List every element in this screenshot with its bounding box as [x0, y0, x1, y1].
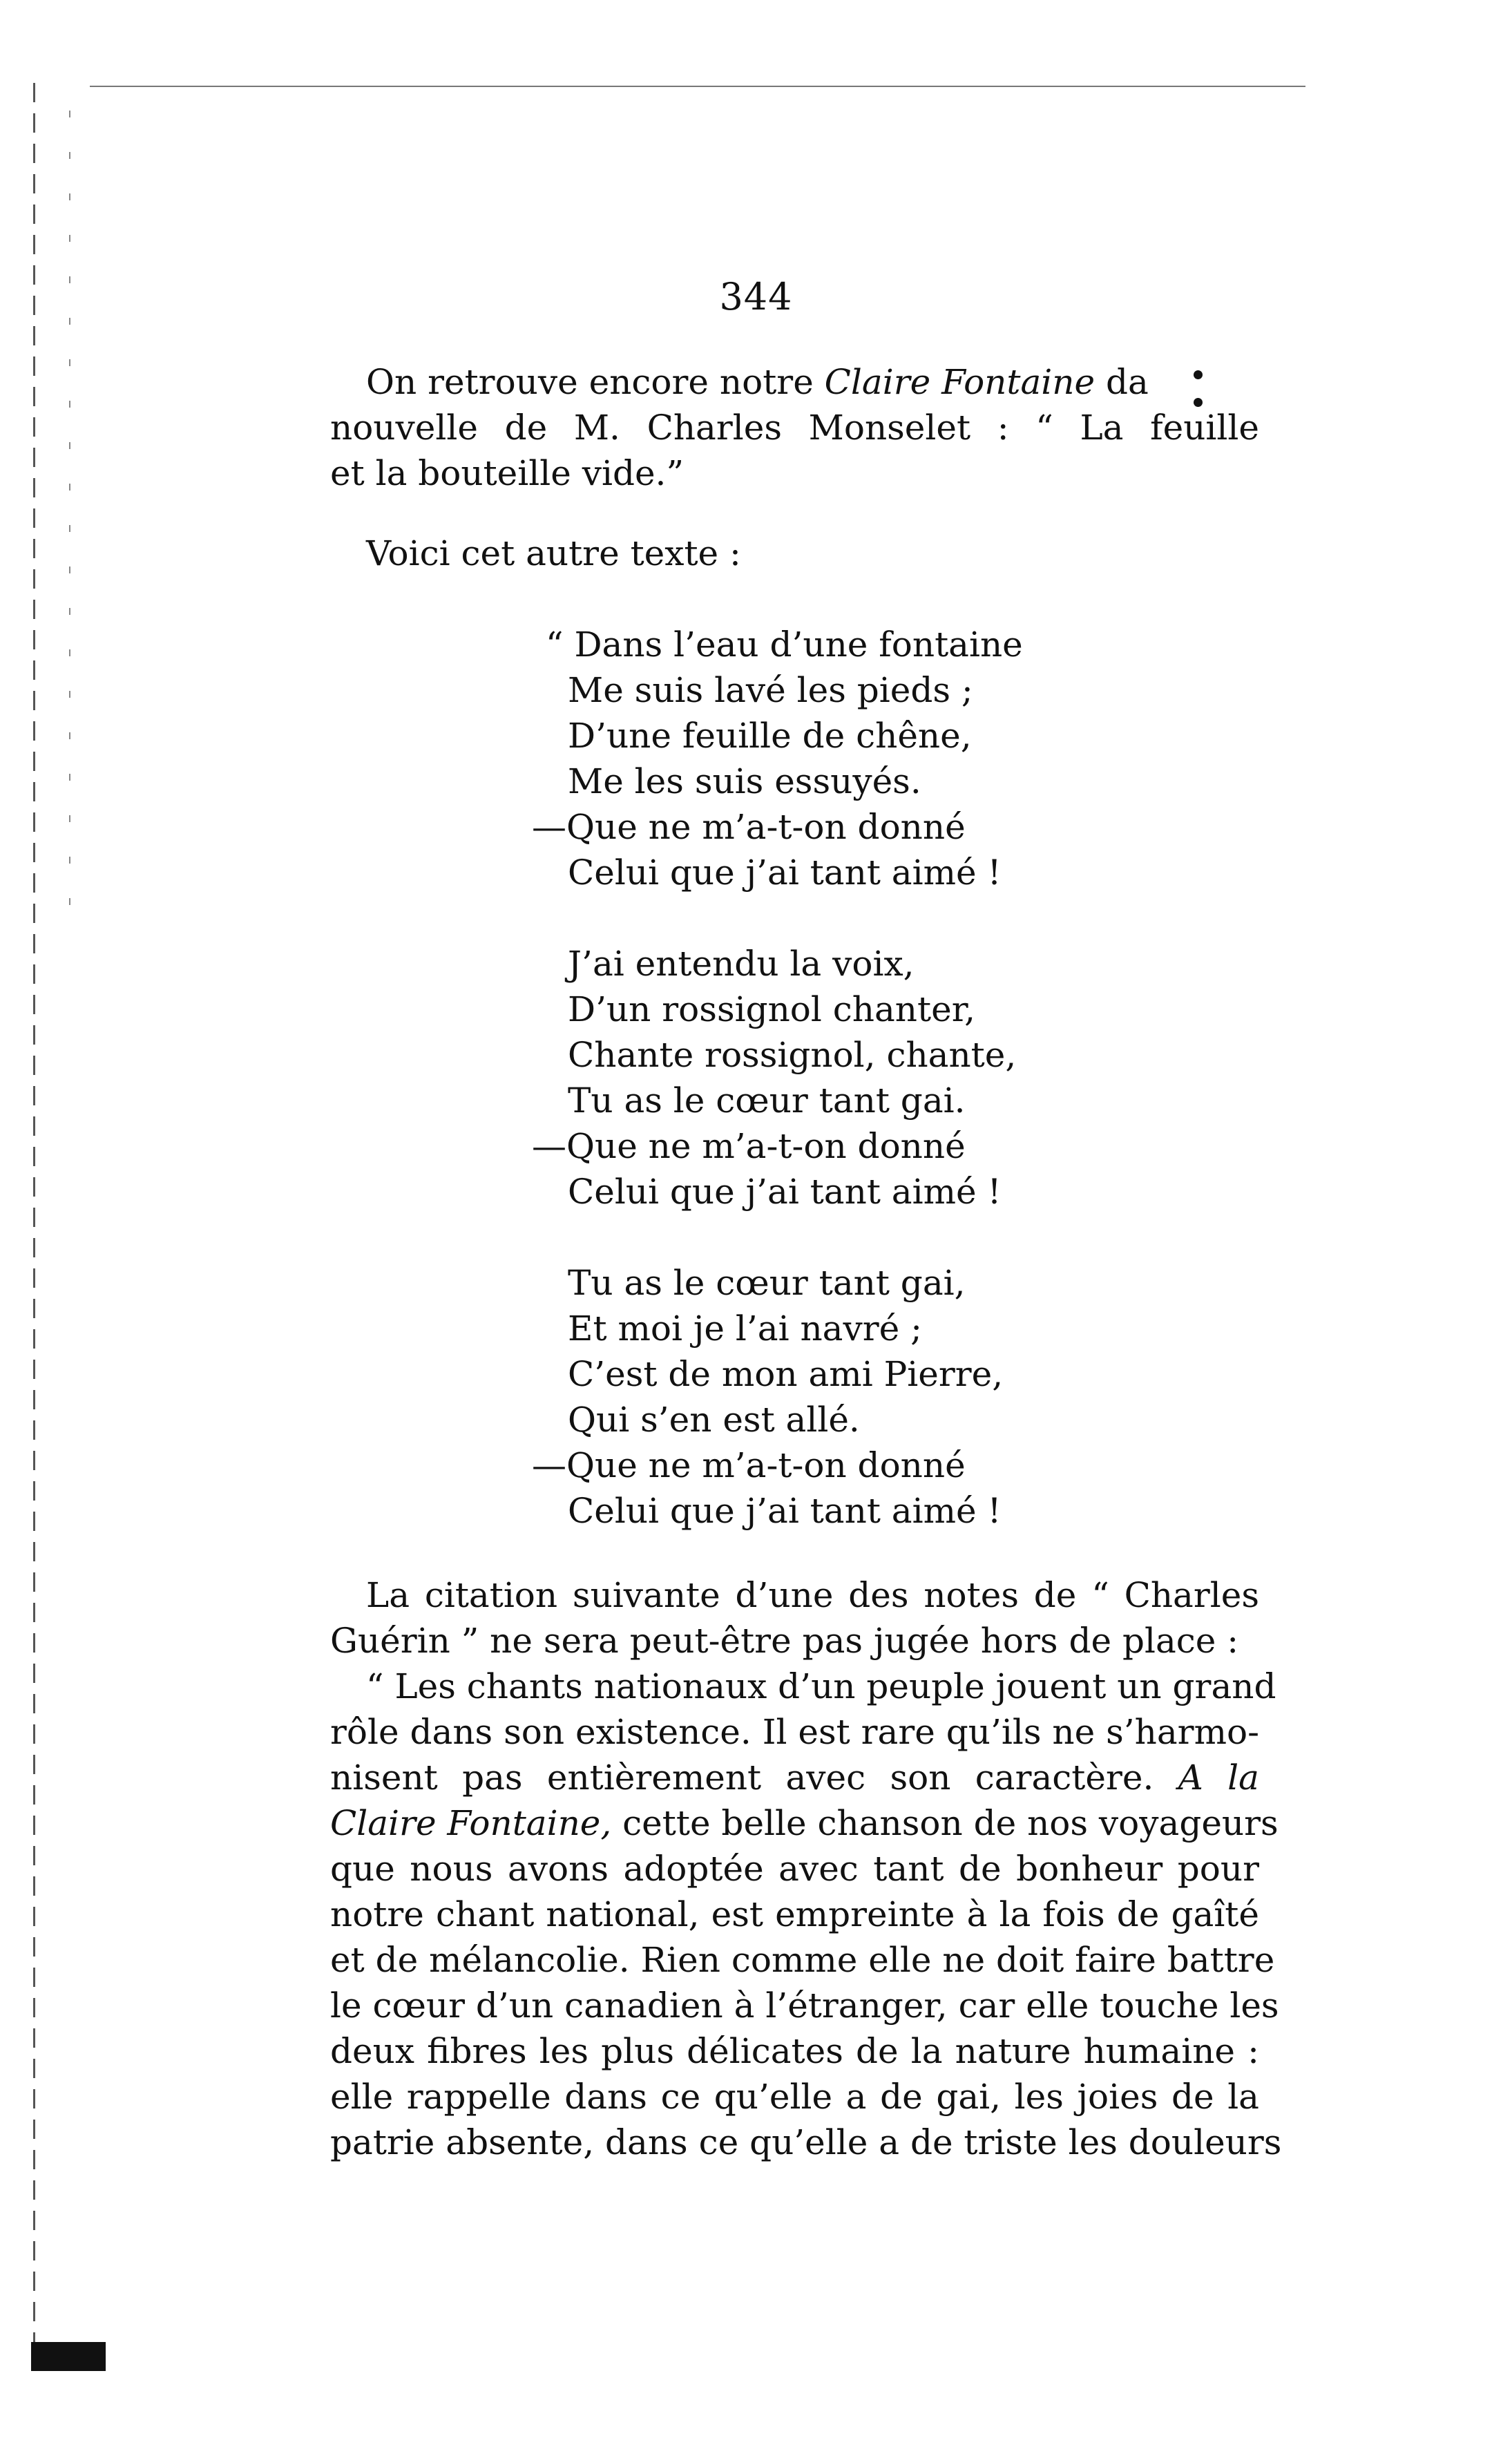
citation-line: que nous avons adoptée avec tant de bonheur pour: [330, 1849, 1259, 1889]
citation-line: rôle dans son existence. Il est rare qu’ils ne s’harmo-: [330, 1712, 1259, 1752]
citation-line: “ Les chants nationaux d’un peuple jouent un grand: [366, 1666, 1276, 1706]
verse-line: D’une feuille de chêne,: [568, 716, 972, 756]
verse-refrain-line: —Que ne m’a-t-on donné: [532, 1126, 966, 1166]
citation-line: Guérin ” ne sera peut-être pas jugée hors de place :: [330, 1621, 1239, 1661]
citation-line: deux fibres les plus délicates de la nature humaine :: [330, 2031, 1259, 2071]
citation-line: patrie absente, dans ce qu’elle a de triste les douleurs: [330, 2122, 1282, 2162]
citation-italic-title: Claire Fontaine,: [330, 1803, 612, 1843]
intro-line-1-end: da: [1095, 362, 1149, 402]
verse-line: “ Dans l’eau d’une fontaine: [546, 625, 1023, 665]
verse-line: D’un rossignol chanter,: [568, 989, 975, 1029]
intro-line-1-text: On retrouve encore notre: [366, 362, 825, 402]
verse-refrain-line: Celui que j’ai tant aimé !: [568, 1172, 1002, 1212]
verse-line: Me suis lavé les pieds ;: [568, 670, 973, 710]
citation-line: [330, 1755, 1259, 1800]
verse-line: Tu as le cœur tant gai,: [568, 1263, 966, 1303]
citation-line: elle rappelle dans ce qu’elle a de gai, les joies de la: [330, 2077, 1259, 2117]
page-number: 344: [719, 275, 793, 318]
citation-line: [330, 1800, 1279, 1846]
verse-line: Et moi je l’ai navré ;: [568, 1308, 922, 1349]
verse-refrain-line: —Que ne m’a-t-on donné: [532, 807, 966, 847]
citation-line: notre chant national, est empreinte à la fois de gaîté: [330, 1894, 1259, 1934]
scan-dark-corner: [31, 2342, 106, 2371]
verse-line: J’ai entendu la voix,: [568, 944, 915, 984]
intro-line-2: nouvelle de M. Charles Monselet : “ La feuille: [330, 408, 1259, 448]
citation-italic-a-la: A la: [1178, 1758, 1259, 1798]
intro-line-3: et la bouteille vide.”: [330, 453, 685, 493]
verse-line: Me les suis essuyés.: [568, 761, 921, 801]
citation-line-5-text: nisent pas entièrement avec son caractère.: [330, 1758, 1154, 1798]
citation-line: et de mélancolie. Rien comme elle ne doit faire battre: [330, 1940, 1275, 1980]
intro-line-1: [366, 359, 1149, 405]
verse-line: Chante rossignol, chante,: [568, 1035, 1017, 1075]
citation-line: le cœur d’un canadien à l’étranger, car elle touche les: [330, 1986, 1279, 2026]
citation-line: La citation suivante d’une des notes de “ Charles: [366, 1575, 1259, 1615]
intro-italic-title: Claire Fontaine: [824, 362, 1095, 402]
verse-refrain-line: Celui que j’ai tant aimé !: [568, 1491, 1002, 1531]
citation-line-6-text: cette belle chanson de nos voyageurs: [611, 1803, 1279, 1843]
scan-edge-top: [90, 86, 1305, 87]
verse-line: Tu as le cœur tant gai.: [568, 1081, 966, 1121]
verse-line: C’est de mon ami Pierre,: [568, 1354, 1004, 1394]
verse-refrain-line: —Que ne m’a-t-on donné: [532, 1445, 966, 1485]
verse-refrain-line: Celui que j’ai tant aimé !: [568, 853, 1002, 893]
scan-edge-left: [33, 83, 35, 2356]
voici-line: Voici cet autre texte :: [366, 533, 741, 573]
scan-edge-left-inner: [69, 111, 70, 940]
verse-line: Qui s’en est allé.: [568, 1400, 860, 1440]
